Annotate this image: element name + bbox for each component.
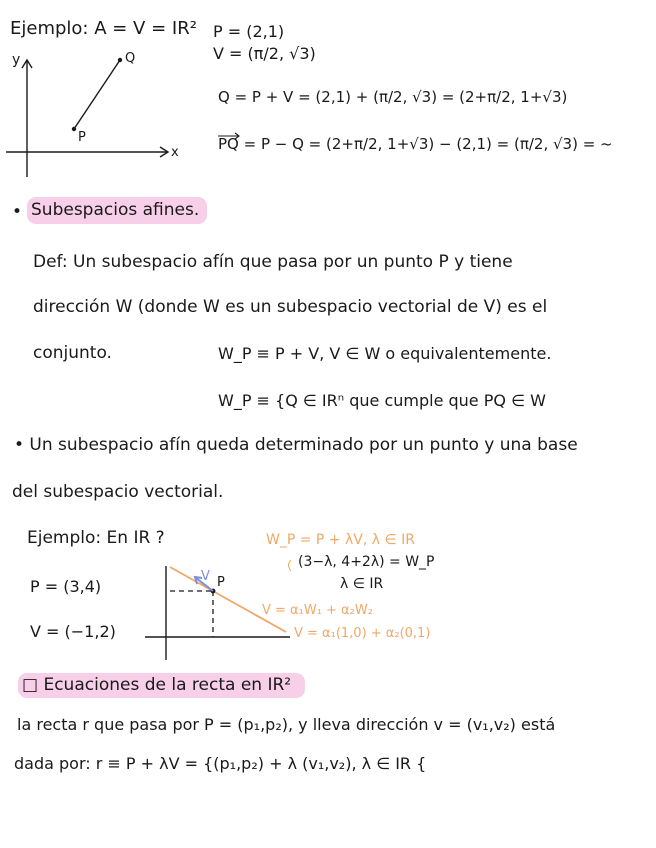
example2-parametric: (3−λ, 4+2λ) = W_P (298, 554, 435, 570)
graph1-q-label: Q (125, 51, 136, 66)
graph2-line (170, 567, 286, 632)
example1-title: Ejemplo: A = V = IR² (10, 18, 197, 39)
graph2-p-label: P (217, 575, 225, 590)
graph1-y-label: y (12, 52, 21, 68)
definition-line-3: conjunto. (33, 343, 112, 363)
example2-combination-2: V = α₁(1,0) + α₂(0,1) (294, 626, 431, 641)
graph1-segment-pq (74, 60, 120, 129)
graph1-x-label: x (171, 145, 179, 160)
affine-equation-1: W_P ≡ P + V, V ∈ W o equivalentemente. (218, 344, 552, 363)
definition-line-1: Def: Un subespacio afín que pasa por un punto P y tiene (33, 252, 513, 272)
example1-p-definition: P = (2,1) (213, 22, 285, 41)
example1-v-definition: V = (π/2, √3) (213, 44, 316, 63)
section-heading-ecuaciones: □ Ecuaciones de la recta en IR² (18, 677, 305, 694)
note-line-1: • Un subespacio afín queda determinado por un punto y una base (14, 435, 578, 455)
definition-line-2: dirección W (donde W es un subespacio vectorial de V) es el (33, 297, 548, 317)
example2-v-definition: V = (−1,2) (30, 622, 116, 641)
affine-equation-2: W_P ≡ {Q ∈ IRⁿ que cumple que PQ ∈ W (218, 391, 546, 410)
wp-brace (289, 560, 292, 571)
graph1-point-q (118, 58, 122, 62)
example2-wp-line: W_P = P + λV, λ ∈ IR (266, 532, 415, 548)
section-heading-subespacios: Subespacios afines. (27, 202, 207, 219)
graph2-v-label: V (201, 569, 210, 584)
example2-p-definition: P = (3,4) (30, 577, 102, 596)
graph1-p-label: P (78, 130, 86, 145)
section-bullet: • (12, 202, 23, 222)
recta-text-line-2: dada por: r ≡ P + λV = {(p₁,p₂) + λ (v₁,v₂), λ ∈ IR { (14, 754, 427, 773)
example2-title: Ejemplo: En IR ? (27, 528, 165, 548)
note-line-2: del subespacio vectorial. (12, 482, 224, 502)
example2-combination-1: V = α₁W₁ + α₂W₂ (262, 603, 373, 618)
example1-q-equation: Q = P + V = (2,1) + (π/2, √3) = (2+π/2, 1+√3) (218, 88, 568, 106)
graph1-point-p (72, 127, 76, 131)
example2-lambda: λ ∈ IR (340, 576, 384, 592)
example1-pq-equation: PQ = P − Q = (2+π/2, 1+√3) − (2,1) = (π/2, √3) = ~ (218, 135, 613, 153)
recta-text-line-1: la recta r que pasa por P = (p₁,p₂), y lleva dirección v = (v₁,v₂) está (17, 715, 556, 734)
